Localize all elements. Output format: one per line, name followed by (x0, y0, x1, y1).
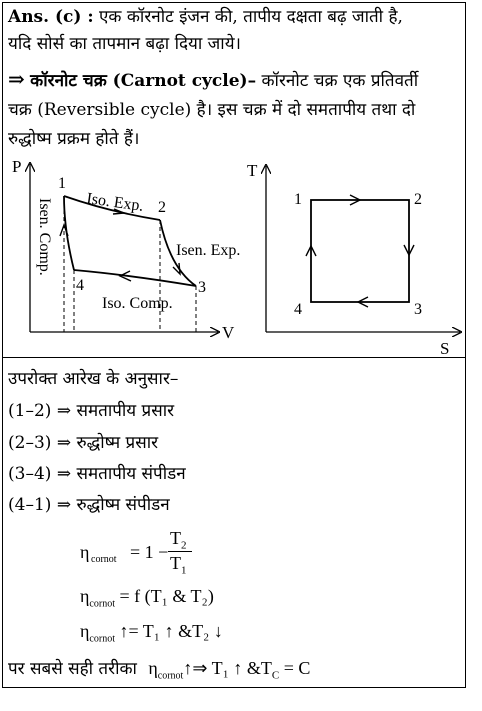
implies-icon: ⇒ (56, 401, 72, 421)
carnot-text-2: चक्र (Reversible cycle) है। इस चक्र में दो समतापीय तथा दो (8, 100, 416, 120)
pv-point-4: 4 (76, 277, 84, 294)
eta-subscript: cornot (91, 554, 117, 565)
ts-point-1: 1 (294, 191, 302, 208)
pv-label-iso-comp: Iso. Comp. (102, 295, 173, 312)
final-subscript: C (271, 669, 280, 682)
eta-subscript: cornot (157, 670, 184, 682)
equation-efficiency-increase (80, 621, 223, 645)
final-expression: ↑⇒ T₁ ↑ &T (183, 658, 272, 678)
process-step: (2–3) (8, 433, 52, 453)
ts-diagram (247, 161, 460, 358)
process-item-4 (8, 492, 170, 515)
ts-cycle (311, 200, 409, 302)
implies-icon: ⇒ (56, 464, 72, 484)
eta-subscript: cornot (89, 633, 115, 645)
answer-text-1: एक कॉरनोट इंजन की, तापीय दक्षता बढ़ जाती है, (99, 7, 403, 27)
eq1-prefix: = 1 − (130, 542, 169, 562)
ts-s-label: S (440, 339, 450, 358)
fraction-bar (168, 551, 192, 552)
answer-line-1 (8, 6, 403, 28)
eq1-numerator: $T_2$ (170, 528, 187, 552)
implies-icon: ⇒ (56, 495, 72, 515)
eta-symbol: η (80, 621, 90, 641)
pv-diagram (12, 157, 240, 342)
eta-symbol: η (80, 586, 90, 606)
ts-point-2: 2 (414, 191, 422, 208)
pv-p-label: P (12, 157, 22, 176)
process-step: (3–4) (8, 464, 52, 484)
eta-subscript: cornot (89, 598, 115, 610)
process-item-1 (8, 398, 174, 421)
ts-point-3: 3 (414, 301, 422, 318)
pv-point-3: 3 (198, 279, 206, 296)
process-text: रुद्धोष्म संपीडन (76, 495, 170, 515)
pv-point-2: 2 (158, 199, 166, 216)
equation-efficiency-function (80, 586, 214, 610)
final-prefix: पर सबसे सही तरीका (8, 659, 137, 679)
process-step: (4–1) (8, 495, 52, 515)
eta-symbol: η (148, 658, 158, 678)
eta-symbol: η (80, 542, 90, 562)
pv-v-label: V (222, 323, 235, 342)
ts-point-4: 4 (294, 301, 302, 318)
ts-t-label: T (247, 161, 258, 180)
process-step: (1–2) (8, 401, 52, 421)
carnot-heading: कॉरनोट चक्र (Carnot cycle)– (30, 71, 257, 91)
pv-label-iso-exp: Iso. Exp. (85, 190, 145, 215)
eq3-expression: ↑= T₁ ↑ &T₂ ↓ (119, 621, 223, 641)
carnot-text-1: कॉरनोट चक्र एक प्रतिवर्ती (261, 71, 419, 91)
pv-label-isen-exp: Isen. Exp. (176, 242, 241, 259)
final-line (8, 656, 310, 682)
pv-point-1: 1 (58, 175, 66, 192)
process-text: समतापीय प्रसार (76, 401, 175, 421)
answer-line-2 (8, 33, 241, 55)
process-item-3 (8, 461, 186, 484)
answer-text-2: यदि सोर्स का तापमान बढ़ा दिया जाये। (8, 34, 242, 54)
eq2-expression: = f (T₁ & T₂) (119, 586, 214, 606)
answer-label: Ans. (c) : (8, 7, 94, 27)
pv-label-isen-comp: Isen. Comp. (36, 198, 53, 276)
carnot-arrow: ⇒ (8, 67, 25, 91)
process-intro: उपरोक्त आरेख के अनुसार– (8, 369, 179, 389)
carnot-line-1 (8, 68, 418, 92)
implies-icon: ⇒ (56, 433, 72, 453)
pv-isen-compression (64, 196, 74, 270)
process-item-2 (8, 430, 158, 453)
final-suffix: = C (283, 658, 311, 678)
eq1-denominator: $T_1$ (170, 553, 187, 577)
process-text: रुद्धोष्म प्रसार (76, 433, 159, 453)
carnot-line-3 (8, 128, 139, 150)
process-text: समतापीय संपीडन (76, 464, 186, 484)
carnot-diagrams (0, 150, 482, 360)
final-equation (148, 658, 311, 682)
carnot-text-3: रुद्धोष्म प्रक्रम होते हैं। (8, 129, 140, 149)
carnot-line-2 (8, 99, 415, 121)
